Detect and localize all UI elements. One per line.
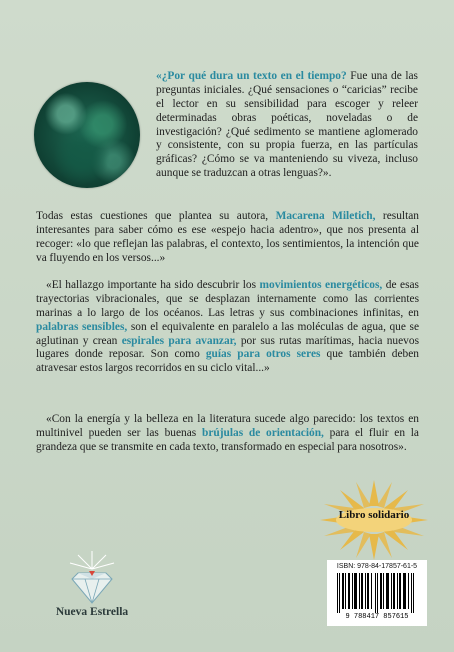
barcode-block [327,560,427,626]
paragraph-author: Todas estas cuestiones que plantea su autora, Macarena Miletich, resultan interesantes para saber cómo es ese «espejo hacia adentro», que nos presenta al recoger: «lo que reflejan las palabras, el contexto, los sentimientos, la intención que va fluyendo en los versos...» [36,210,419,264]
barcode-digits: 9 788417 857615 [345,613,409,619]
solidarity-book-label: Libro solidario [338,509,410,521]
barcode-icon [331,573,423,619]
publisher-name: Nueva Estrella [55,606,129,618]
green-sphere-image [34,82,140,188]
publisher-star-logo-icon [52,549,132,605]
paragraph-intro-question: «¿Por qué dura un texto en el tiempo? Fue una de las preguntas iniciales. ¿Qué sensaciones o “caricias” recibe el lector en su sensibilidad para escoger y releer determinadas obras poéticas, noveladas o de investigación? ¿Qué sedimento se mantiene aglomerado y consistente, con su propia fuerza, en las partículas gráficas? ¿Cómo se va manteniendo su viveza, incluso aunque se traduzcan a otras lenguas?». [156,70,418,179]
isbn-text: ISBN: 978-84-17857-61-5 [336,563,418,570]
paragraph-discovery: «El hallazgo importante ha sido descubrir los movimientos energéticos, de esas trayectorias vibracionales, que se desplazan internamente como las corrientes marinas a lo largo de los océanos. Las letras y sus combinaciones infinitas, en palabras sensibles, son el equivalente en paralelo a las moléculas de agua, que se aglutinan y crean espirales para avanzar, por sus rutas marítimas, hacia nuevos lugares donde reposar. Son como guías para otros seres que también deben atravesar estos largos recorridos en su ciclo vital...» [36,279,420,375]
paragraph-energy-beauty: «Con la energía y la belleza en la literatura sucede algo parecido: los textos en multinivel pueden ser las buenas brújulas de orientación, para el fluir en la grandeza que se transmite en cada texto, transformado en especial para nosotros». [36,413,419,453]
author-name: Macarena Miletich, [275,210,376,223]
highlight-question: «¿Por qué dura un texto en el tiempo? [156,70,347,83]
